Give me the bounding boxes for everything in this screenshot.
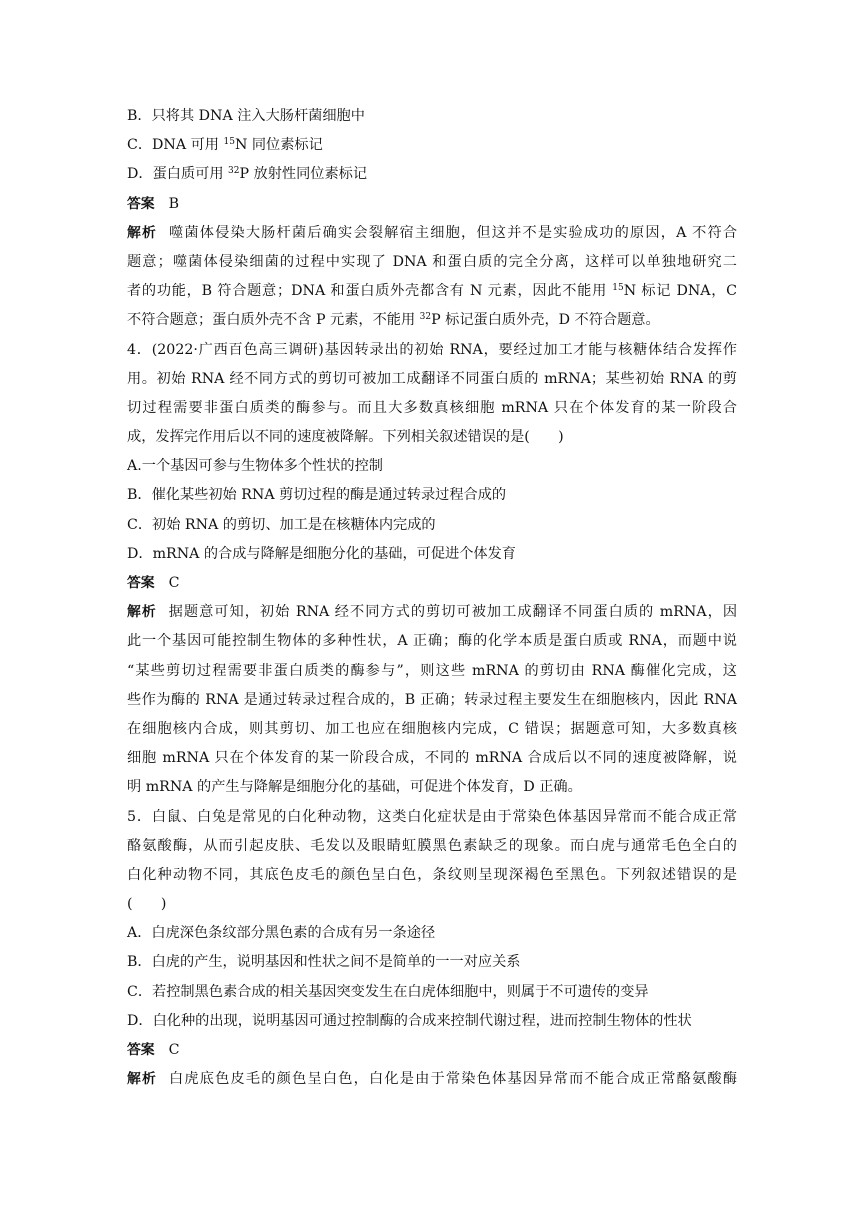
q5-option-c: C．若控制黑色素合成的相关基因突变发生在白虎体细胞中，则属于不可遗传的变异: [127, 983, 649, 1000]
q4-analysis-line: 细胞 mRNA 只在个体发育的某一阶段合成，不同的 mRNA 合成后以不同的速度被降解，说: [127, 750, 737, 767]
q4-analysis-line: [127, 598, 737, 627]
q3-option-d: [127, 160, 737, 189]
document-body: [127, 102, 737, 1094]
q5-analysis-text: 白虎底色皮毛的颜色呈白色，白化是由于常染色体基因异常而不能合成正常酪氨酸酶: [169, 1071, 738, 1088]
q5-option-a: A．白虎深色条纹部分黑色素的合成有另一条途径: [127, 925, 436, 942]
q4-stem-line: 切过程需要非蛋白质类的酶参与。而且大多数真核细胞 mRNA 只在个体发育的某一阶段合: [127, 399, 737, 416]
q3-analysis-text: 不符合题意；蛋白质外壳不含 P 元素，不能用: [127, 312, 420, 329]
analysis-label: 解析: [127, 604, 157, 621]
answer-label: 答案: [127, 575, 155, 591]
q3-option-d-isotope: 32: [228, 166, 240, 177]
q4-analysis-text: 据题意可知，初始 RNA 经不同方式的剪切可被加工成翻译不同蛋白质的 mRNA，因: [168, 604, 738, 621]
q4-analysis-line: 此一个基因可能控制生物体的多种性状，A 正确；酶的化学本质是蛋白质或 RNA，而题中说: [127, 633, 737, 650]
q4-option-d: D．mRNA 的合成与降解是细胞分化的基础，可促进个体发育: [127, 545, 516, 562]
q3-option-c-text: C．DNA 可用: [127, 137, 224, 154]
q5-stem-line: 白化种动物不同，其底色皮毛的颜色呈白色，条纹则呈现深褐色至黑色。下列叙述错误的是: [127, 866, 737, 883]
q3-answer: [127, 190, 737, 219]
q3-option-c: [127, 131, 737, 160]
q3-answer-value: B: [168, 195, 180, 212]
answer-label: 答案: [127, 1042, 155, 1058]
answer-label: 答案: [127, 195, 155, 212]
q5-stem-line: 酪氨酸酶，从而引起皮肤、毛发以及眼睛虹膜黑色素缺乏的现象。而白虎与通常毛色全白的: [127, 837, 737, 854]
q4-analysis-line: “某些剪切过程需要非蛋白质类的酶参与”，则这些 mRNA 的剪切由 RNA 酶催化完成，这: [127, 662, 737, 679]
q4-analysis-line: 些作为酶的 RNA 是通过转录过程合成的，B 正确；转录过程主要发生在细胞核内，因此 RNA: [127, 691, 737, 708]
q5-analysis-line: [127, 1065, 737, 1094]
q4-analysis-line: 明 mRNA 的产生与降解是细胞分化的基础，可促进个体发育，D 正确。: [127, 779, 582, 796]
q4-analysis-line: 在细胞核内合成，则其剪切、加工也应在细胞核内完成，C 错误；据题意可知，大多数真核: [127, 720, 737, 737]
q4-option-b: B．催化某些初始 RNA 剪切过程的酶是通过转录过程合成的: [127, 487, 507, 504]
analysis-label: 解析: [127, 224, 157, 241]
q3-analysis-isotope: 32: [419, 312, 432, 323]
q3-option-c-text-end: N 同位素标记: [234, 137, 323, 154]
q5-option-b: B．白虎的产生，说明基因和性状之间不是简单的一一对应关系: [127, 954, 521, 971]
q3-analysis-line: 题意；噬菌体侵染细菌的过程中实现了 DNA 和蛋白质的完全分离，这样可以单独地研究二: [127, 253, 737, 270]
q5-stem-line: ( ): [127, 896, 167, 913]
q4-stem-line: 成，发挥完作用后以不同的速度被降解。下列相关叙述错误的是( ): [127, 429, 564, 446]
q3-analysis-line: [127, 306, 737, 335]
q3-option-d-text-end: P 放射性同位素标记: [239, 166, 368, 183]
q3-analysis-isotope: 15: [612, 283, 624, 294]
q3-analysis-text: 者的功能，B 符合题意；DNA 和蛋白质外壳都含有 N 元素，因此不能用: [127, 283, 613, 300]
q3-option-b: B．只将其 DNA 注入大肠杆菌细胞中: [127, 108, 365, 124]
analysis-label: 解析: [127, 1071, 157, 1088]
q3-analysis-text-end: P 标记蛋白质外壳，D 不符合题意。: [431, 312, 660, 329]
q3-option-d-text: D．蛋白质可用: [127, 166, 229, 183]
q4-stem-line: 4．(2022·广西百色高三调研)基因转录出的初始 RNA，要经过加工才能与核糖体结合发挥作: [127, 341, 737, 358]
q3-analysis-text: 噬菌体侵染大肠杆菌后确实会裂解宿主细胞，但这并不是实验成功的原因，A 不符合: [168, 224, 738, 241]
q4-option-c: C．初始 RNA 的剪切、加工是在核糖体内完成的: [127, 516, 436, 533]
q5-stem-line: 5．白鼠、白兔是常见的白化种动物，这类白化症状是由于常染色体基因异常而不能合成正常: [127, 808, 737, 825]
q4-option-a: A.一个基因可参与生物体多个性状的控制: [127, 458, 383, 475]
q5-answer: [127, 1036, 737, 1065]
q3-analysis-line: [127, 219, 737, 248]
q5-option-d: D．白化种的出现，说明基因可通过控制酶的合成来控制代谢过程，进而控制生物体的性状: [127, 1012, 692, 1029]
q4-stem-line: 用。初始 RNA 经不同方式的剪切可被加工成翻译不同蛋白质的 mRNA；某些初始 RNA 的剪: [127, 370, 737, 387]
q5-answer-value: C: [168, 1042, 180, 1058]
q3-analysis-text-end: N 标记 DNA，C: [623, 283, 737, 300]
q4-answer: [127, 569, 737, 598]
q4-answer-value: C: [168, 575, 180, 591]
q3-option-c-isotope: 15: [223, 137, 235, 148]
q3-analysis-line: [127, 277, 737, 306]
